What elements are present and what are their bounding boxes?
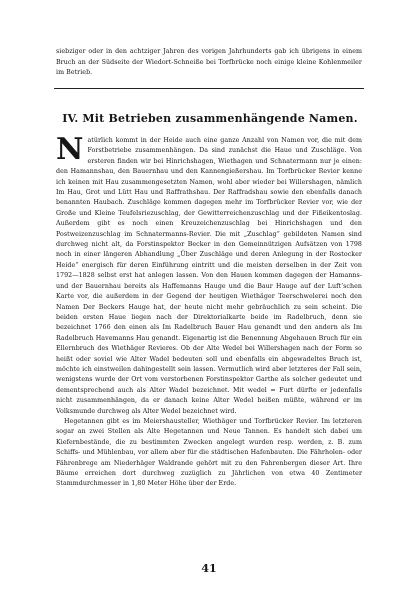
body-text [56,132,362,490]
paragraph [56,132,362,417]
paragraph [56,417,362,490]
paragraph-text: Hegetannen gibt es im Meiershausteller, Wiethäger und Torfbrücker Revier. Im letzteren sogar an zwei Stellen als Alte Hegetannen und Neue Tannen. Es handelt sich dabei um Kiefernbestände, die zu bestimmten Zwecken angelegt wurden resp. werden, z. B. zum Schiffs- und Mühlenbau, vor allem aber für die städtischen Hafenbauten. Die Fährholen- oder Fährenbrege am Niederhäger Waldrande gehört mit zu den Fahrenbergen dieser Art. Ihre Bäume erreichen dort durchweg zuzüglich zu Jährlichen von etwa 40 Zentimeter Stammdurchmesser in 1,80 Meter Höhe über der Erde. [56,417,362,488]
paragraph-text: atürlich kommt in der Heide auch eine ganze Anzahl von Namen vor, die mit dem Forstbetriebe zusammenhängen. Da sind zunächst die Haue und Zuschläge. Von ersteren finden wir bei Hinrichshagen, Wiethagen und Schnatermann nur je einen: den Hamannshau, den Bauernhau und den Kannengießershau. Im Torfbrücker Revier kenne ich keinen mit Hau zusammengesetzten Namen, wohl aber wieder bei Willershagen, nämlich Im Hau, Grot und Lütt Hau und Raffrathshau. Der Raffradshau sowie den ebenfalls danach benannten Haubach. Zuschläge kommen dagegen mehr im Torfbrücker Revier vor, wie der Große und Kleine Teufelsriezuschlag, der Gewitterreichenzuschlag und der Fißeikentoslag. Außerdem gibt es noch einen Kreuzeichenzuschlag bei Hinrichshagen und den Postweizenzuschlag im Schnatermanns-Revier. Die mit „Zuschlag“ gebildeten Namen sind durchweg nicht alt, da Forstinspektor Becker in den Gemeinnützigen Aufsätzen von 1798 noch in einer längeren Abhandlung „Über Zuschläge und deren Anlegung in der Rostocker Heide“ energisch für deren Einführung eintritt und die meisten derselben in der Zeit von 1792—1828 selbst erst hat anlegen lassen. Von den Hauen kommen dagegen der Hamanns- und der Bauernhau bereits als Haffemanns Hauge und die Baur Hauge auf der Luft’schen Karte vor, die außerdem in der Gegend der heutigen Wiethäger Teerschwelerei noch den Namen Der Beckers Hauge hat, der heute nicht mehr gebräuchlich zu sein scheint. Die beiden ersten Haue liegen nach der Direktorialkarte beide im Radelbruch, denn sie bezeichnet 1766 den einen als Im Radelbruch Bauer Hau genandt und den andern als Im Radelbruch Havemanns Hau genandt. Eigenartig ist die Benennung Abgehauen Bruch für ein Ellernbruch des Wiethäger Revieres. Ob der Alte Wedel bei Willershagen nach der Form so heißt oder soviel wie Alter Wadel bedeuten soll und ebenfalls ein abgewadeltes Bruch ist, möchte ich einstweilen dahingestellt sein lassen. Vermutlich wird aber letzteres der Fall sein, wenigstens wurde der Ort vom verstorbenen Forstinspektor Garthe als solcher gedeutet und dementsprechend auch als Alter Wadel bezeichnet. Mit wedel = Furt dürfte er jedenfalls nicht zusammenhängen, da er danach keine Alter Wedel heißen müßte, während er im Volksmunde durchweg als Alter Wedel bezeichnet wird. [56,137,362,415]
chapter-heading: IV. Mit Betrieben zusammenhängende Namen. [62,112,358,125]
section-divider [54,88,364,89]
intro-paragraph: siebziger oder in den achtziger Jahren des vorigen Jahrhunderts gab ich übrigens in einem Bruch an der Südseite der Wiedort-Schneiße bei Torfbrücke noch einige kleine Kohlenmeiler im Betrieb. [56,48,362,77]
drop-cap: N [56,132,84,167]
page-number: 41 [201,562,217,575]
